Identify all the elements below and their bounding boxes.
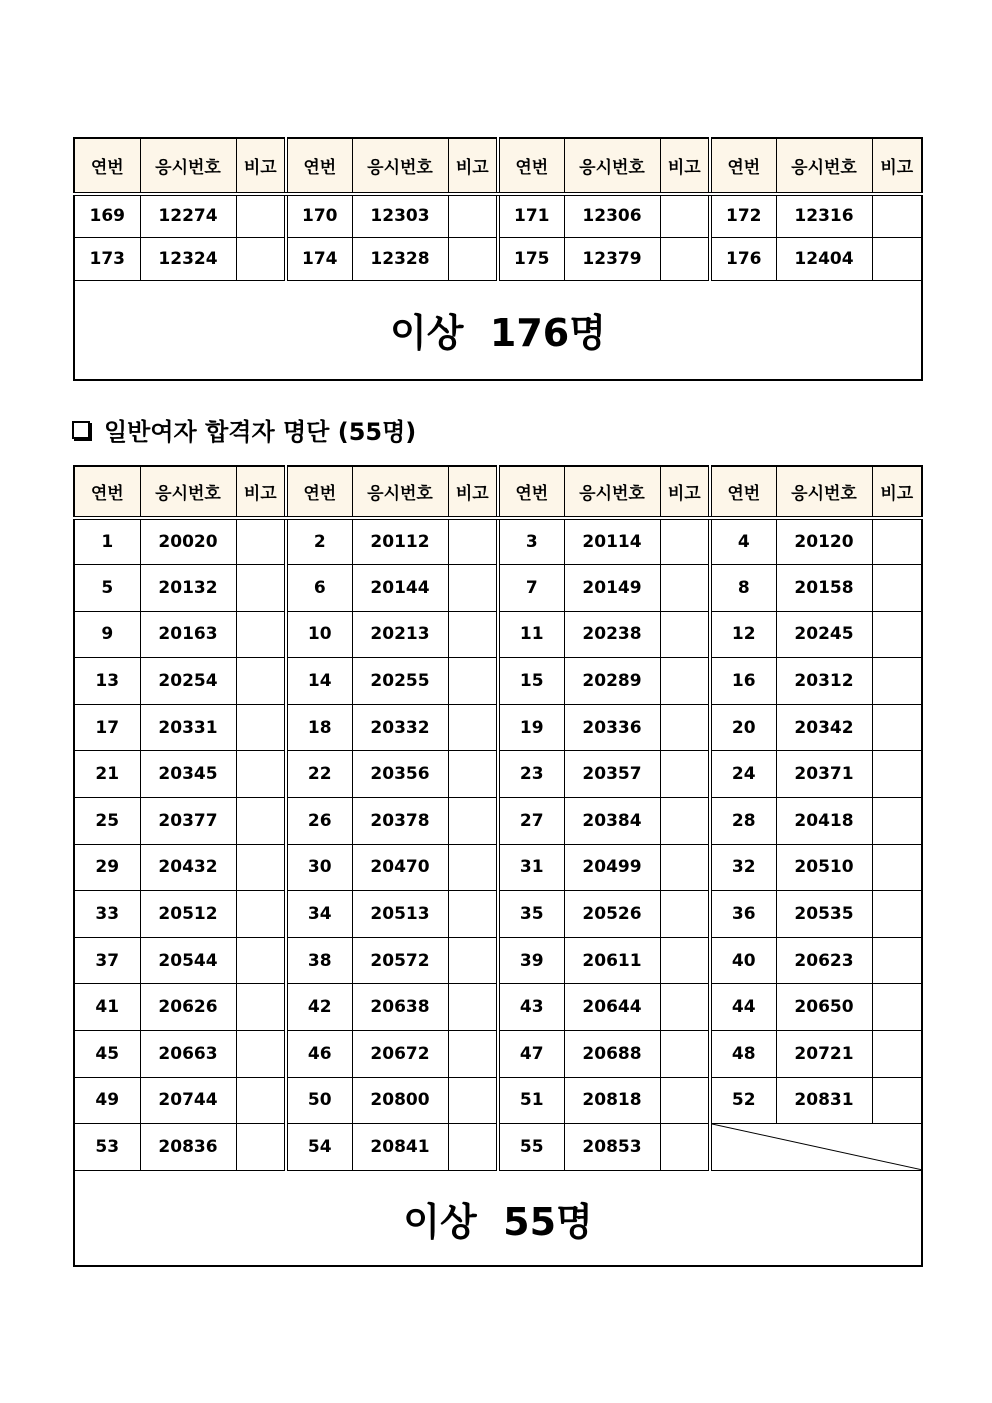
empty-cell bbox=[710, 1124, 922, 1171]
cell-exam-no: 20623 bbox=[776, 937, 872, 984]
cell-seq: 5 bbox=[74, 565, 140, 612]
col-header-seq: 연번 bbox=[498, 138, 564, 194]
cell-seq: 16 bbox=[710, 658, 776, 705]
cell-seq: 46 bbox=[286, 1031, 352, 1078]
cell-seq: 39 bbox=[498, 937, 564, 984]
cell-exam-no: 20378 bbox=[352, 798, 448, 845]
table-row bbox=[74, 565, 922, 612]
cell-note bbox=[660, 891, 710, 938]
cell-seq: 28 bbox=[710, 798, 776, 845]
col-header-note: 비고 bbox=[448, 138, 498, 194]
cell-note bbox=[660, 798, 710, 845]
cell-exam-no: 20120 bbox=[776, 518, 872, 565]
section-title-text: 일반여자 합격자 명단 (55명) bbox=[104, 418, 417, 446]
cell-exam-no: 20357 bbox=[564, 751, 660, 798]
cell-seq: 7 bbox=[498, 565, 564, 612]
cell-seq: 45 bbox=[74, 1031, 140, 1078]
cell-exam-no: 20818 bbox=[564, 1077, 660, 1124]
cell-seq: 13 bbox=[74, 658, 140, 705]
cell-seq: 32 bbox=[710, 844, 776, 891]
cell-exam-no: 20638 bbox=[352, 984, 448, 1031]
table-body bbox=[74, 194, 922, 280]
cell-seq: 44 bbox=[710, 984, 776, 1031]
cell-exam-no: 12379 bbox=[564, 237, 660, 280]
cell-exam-no: 20721 bbox=[776, 1031, 872, 1078]
cell-note bbox=[236, 194, 286, 237]
cell-note bbox=[660, 194, 710, 237]
cell-note bbox=[236, 704, 286, 751]
cell-exam-no: 20526 bbox=[564, 891, 660, 938]
cell-seq: 176 bbox=[710, 237, 776, 280]
table-row bbox=[74, 1124, 922, 1171]
cell-exam-no: 20238 bbox=[564, 611, 660, 658]
cell-exam-no: 20112 bbox=[352, 518, 448, 565]
cell-exam-no: 20513 bbox=[352, 891, 448, 938]
cell-exam-no: 20853 bbox=[564, 1124, 660, 1171]
cell-note bbox=[448, 1124, 498, 1171]
table-row bbox=[74, 1077, 922, 1124]
col-header-exam-no: 응시번호 bbox=[776, 466, 872, 518]
cell-seq: 35 bbox=[498, 891, 564, 938]
cell-exam-no: 20672 bbox=[352, 1031, 448, 1078]
cell-exam-no: 12306 bbox=[564, 194, 660, 237]
cell-exam-no: 20163 bbox=[140, 611, 236, 658]
cell-seq: 169 bbox=[74, 194, 140, 237]
cell-note bbox=[660, 565, 710, 612]
cell-note bbox=[872, 1077, 922, 1124]
cell-exam-no: 20149 bbox=[564, 565, 660, 612]
cell-seq: 55 bbox=[498, 1124, 564, 1171]
cell-note bbox=[872, 518, 922, 565]
cell-seq: 18 bbox=[286, 704, 352, 751]
cell-note bbox=[236, 844, 286, 891]
cell-seq: 171 bbox=[498, 194, 564, 237]
cell-seq: 4 bbox=[710, 518, 776, 565]
cell-seq: 36 bbox=[710, 891, 776, 938]
cell-note bbox=[448, 704, 498, 751]
cell-seq: 175 bbox=[498, 237, 564, 280]
col-header-note: 비고 bbox=[448, 466, 498, 518]
col-header-exam-no: 응시번호 bbox=[352, 138, 448, 194]
cell-seq: 50 bbox=[286, 1077, 352, 1124]
col-header-seq: 연번 bbox=[286, 466, 352, 518]
col-header-note: 비고 bbox=[236, 466, 286, 518]
cell-note bbox=[872, 1031, 922, 1078]
cell-note bbox=[872, 937, 922, 984]
cell-exam-no: 20512 bbox=[140, 891, 236, 938]
cell-exam-no: 20499 bbox=[564, 844, 660, 891]
cell-exam-no: 20312 bbox=[776, 658, 872, 705]
section-title bbox=[72, 412, 416, 447]
total-count: 이상 55명 bbox=[74, 1170, 922, 1266]
col-header-exam-no: 응시번호 bbox=[140, 466, 236, 518]
cell-note bbox=[660, 704, 710, 751]
col-header-exam-no: 응시번호 bbox=[564, 138, 660, 194]
cell-note bbox=[448, 611, 498, 658]
cell-exam-no: 20345 bbox=[140, 751, 236, 798]
cell-note bbox=[236, 891, 286, 938]
cell-exam-no: 20831 bbox=[776, 1077, 872, 1124]
table-row bbox=[74, 237, 922, 280]
cell-note bbox=[660, 844, 710, 891]
cell-exam-no: 20144 bbox=[352, 565, 448, 612]
cell-seq: 21 bbox=[74, 751, 140, 798]
cell-note bbox=[660, 611, 710, 658]
cell-seq: 6 bbox=[286, 565, 352, 612]
cell-note bbox=[448, 984, 498, 1031]
cell-exam-no: 20020 bbox=[140, 518, 236, 565]
cell-seq: 2 bbox=[286, 518, 352, 565]
cell-note bbox=[236, 237, 286, 280]
cell-exam-no: 20744 bbox=[140, 1077, 236, 1124]
cell-exam-no: 12316 bbox=[776, 194, 872, 237]
cell-note bbox=[448, 751, 498, 798]
cell-note bbox=[660, 237, 710, 280]
col-header-seq: 연번 bbox=[710, 466, 776, 518]
cell-seq: 8 bbox=[710, 565, 776, 612]
cell-note bbox=[660, 518, 710, 565]
cell-seq: 41 bbox=[74, 984, 140, 1031]
cell-exam-no: 20510 bbox=[776, 844, 872, 891]
cell-note bbox=[448, 798, 498, 845]
cell-seq: 37 bbox=[74, 937, 140, 984]
table-row bbox=[74, 194, 922, 237]
cell-exam-no: 12324 bbox=[140, 237, 236, 280]
cell-seq: 27 bbox=[498, 798, 564, 845]
col-header-seq: 연번 bbox=[74, 466, 140, 518]
cell-seq: 26 bbox=[286, 798, 352, 845]
cell-exam-no: 20841 bbox=[352, 1124, 448, 1171]
cell-seq: 172 bbox=[710, 194, 776, 237]
cell-exam-no: 20544 bbox=[140, 937, 236, 984]
cell-seq: 17 bbox=[74, 704, 140, 751]
table-row bbox=[74, 751, 922, 798]
cell-note bbox=[872, 704, 922, 751]
table-row bbox=[74, 518, 922, 565]
cell-note bbox=[236, 1124, 286, 1171]
cell-note bbox=[872, 194, 922, 237]
cell-seq: 11 bbox=[498, 611, 564, 658]
cell-note bbox=[236, 984, 286, 1031]
cell-note bbox=[660, 1031, 710, 1078]
cell-note bbox=[236, 1077, 286, 1124]
cell-note bbox=[236, 1031, 286, 1078]
cell-exam-no: 20254 bbox=[140, 658, 236, 705]
cell-seq: 51 bbox=[498, 1077, 564, 1124]
cell-note bbox=[448, 844, 498, 891]
cell-seq: 31 bbox=[498, 844, 564, 891]
table-row bbox=[74, 798, 922, 845]
cell-seq: 170 bbox=[286, 194, 352, 237]
cell-seq: 29 bbox=[74, 844, 140, 891]
table-row bbox=[74, 984, 922, 1031]
cell-note bbox=[660, 658, 710, 705]
cell-seq: 38 bbox=[286, 937, 352, 984]
cell-seq: 3 bbox=[498, 518, 564, 565]
cell-note bbox=[236, 518, 286, 565]
cell-seq: 47 bbox=[498, 1031, 564, 1078]
cell-note bbox=[236, 658, 286, 705]
cell-exam-no: 12404 bbox=[776, 237, 872, 280]
cell-note bbox=[448, 194, 498, 237]
cell-exam-no: 20432 bbox=[140, 844, 236, 891]
table-row bbox=[74, 844, 922, 891]
cell-note bbox=[448, 891, 498, 938]
cell-seq: 15 bbox=[498, 658, 564, 705]
cell-note bbox=[872, 798, 922, 845]
cell-seq: 19 bbox=[498, 704, 564, 751]
cell-seq: 33 bbox=[74, 891, 140, 938]
cell-exam-no: 20132 bbox=[140, 565, 236, 612]
cell-note bbox=[236, 611, 286, 658]
col-header-exam-no: 응시번호 bbox=[352, 466, 448, 518]
cell-exam-no: 20688 bbox=[564, 1031, 660, 1078]
cell-exam-no: 20644 bbox=[564, 984, 660, 1031]
cell-exam-no: 20336 bbox=[564, 704, 660, 751]
cell-exam-no: 20245 bbox=[776, 611, 872, 658]
cell-note bbox=[236, 798, 286, 845]
col-header-exam-no: 응시번호 bbox=[564, 466, 660, 518]
cell-note bbox=[236, 751, 286, 798]
cell-seq: 24 bbox=[710, 751, 776, 798]
cell-seq: 14 bbox=[286, 658, 352, 705]
cell-exam-no: 20611 bbox=[564, 937, 660, 984]
cell-seq: 10 bbox=[286, 611, 352, 658]
cell-note bbox=[448, 1031, 498, 1078]
cell-note bbox=[872, 751, 922, 798]
table-row bbox=[74, 658, 922, 705]
cell-seq: 12 bbox=[710, 611, 776, 658]
cell-note bbox=[660, 751, 710, 798]
cell-note bbox=[448, 565, 498, 612]
cell-note bbox=[236, 937, 286, 984]
cell-seq: 173 bbox=[74, 237, 140, 280]
cell-exam-no: 20572 bbox=[352, 937, 448, 984]
cell-seq: 23 bbox=[498, 751, 564, 798]
cell-note bbox=[872, 984, 922, 1031]
cell-note bbox=[660, 937, 710, 984]
cell-note bbox=[448, 237, 498, 280]
cell-seq: 30 bbox=[286, 844, 352, 891]
cell-note bbox=[660, 1077, 710, 1124]
col-header-note: 비고 bbox=[236, 138, 286, 194]
cell-note bbox=[872, 658, 922, 705]
cell-exam-no: 20377 bbox=[140, 798, 236, 845]
cell-exam-no: 20289 bbox=[564, 658, 660, 705]
table-row bbox=[74, 1031, 922, 1078]
cell-note bbox=[872, 237, 922, 280]
cell-seq: 22 bbox=[286, 751, 352, 798]
cell-seq: 40 bbox=[710, 937, 776, 984]
cell-note bbox=[236, 565, 286, 612]
cell-exam-no: 20418 bbox=[776, 798, 872, 845]
cell-seq: 174 bbox=[286, 237, 352, 280]
col-header-exam-no: 응시번호 bbox=[776, 138, 872, 194]
col-header-seq: 연번 bbox=[498, 466, 564, 518]
cell-exam-no: 20800 bbox=[352, 1077, 448, 1124]
cell-seq: 20 bbox=[710, 704, 776, 751]
cell-seq: 48 bbox=[710, 1031, 776, 1078]
col-header-note: 비고 bbox=[660, 466, 710, 518]
diagonal-line bbox=[712, 1124, 921, 1170]
table-row bbox=[74, 891, 922, 938]
cell-exam-no: 20213 bbox=[352, 611, 448, 658]
cell-exam-no: 20332 bbox=[352, 704, 448, 751]
cell-note bbox=[448, 518, 498, 565]
cell-exam-no: 12274 bbox=[140, 194, 236, 237]
cell-exam-no: 20663 bbox=[140, 1031, 236, 1078]
cell-note bbox=[872, 611, 922, 658]
cell-exam-no: 20342 bbox=[776, 704, 872, 751]
checkbox-icon bbox=[72, 421, 90, 439]
results-table-1 bbox=[73, 137, 923, 381]
table-header-row bbox=[74, 466, 922, 518]
cell-exam-no: 20626 bbox=[140, 984, 236, 1031]
cell-exam-no: 20158 bbox=[776, 565, 872, 612]
table-body bbox=[74, 518, 922, 1170]
col-header-note: 비고 bbox=[872, 466, 922, 518]
col-header-note: 비고 bbox=[872, 138, 922, 194]
cell-seq: 43 bbox=[498, 984, 564, 1031]
col-header-note: 비고 bbox=[660, 138, 710, 194]
cell-exam-no: 20255 bbox=[352, 658, 448, 705]
cell-exam-no: 20384 bbox=[564, 798, 660, 845]
table-header-row bbox=[74, 138, 922, 194]
cell-seq: 53 bbox=[74, 1124, 140, 1171]
cell-exam-no: 20114 bbox=[564, 518, 660, 565]
cell-note bbox=[660, 984, 710, 1031]
cell-seq: 54 bbox=[286, 1124, 352, 1171]
cell-note bbox=[448, 658, 498, 705]
table-row bbox=[74, 937, 922, 984]
cell-exam-no: 12328 bbox=[352, 237, 448, 280]
cell-seq: 25 bbox=[74, 798, 140, 845]
cell-exam-no: 20371 bbox=[776, 751, 872, 798]
col-header-seq: 연번 bbox=[710, 138, 776, 194]
cell-note bbox=[872, 891, 922, 938]
cell-exam-no: 20836 bbox=[140, 1124, 236, 1171]
cell-note bbox=[872, 844, 922, 891]
cell-exam-no: 20356 bbox=[352, 751, 448, 798]
cell-exam-no: 20650 bbox=[776, 984, 872, 1031]
cell-seq: 9 bbox=[74, 611, 140, 658]
cell-note bbox=[448, 1077, 498, 1124]
cell-exam-no: 20535 bbox=[776, 891, 872, 938]
col-header-exam-no: 응시번호 bbox=[140, 138, 236, 194]
col-header-seq: 연번 bbox=[286, 138, 352, 194]
results-table-2 bbox=[73, 465, 923, 1267]
table-row bbox=[74, 704, 922, 751]
cell-seq: 1 bbox=[74, 518, 140, 565]
cell-seq: 49 bbox=[74, 1077, 140, 1124]
total-count: 이상 176명 bbox=[74, 280, 922, 380]
table-row bbox=[74, 611, 922, 658]
col-header-seq: 연번 bbox=[74, 138, 140, 194]
cell-exam-no: 20470 bbox=[352, 844, 448, 891]
cell-seq: 52 bbox=[710, 1077, 776, 1124]
cell-note bbox=[448, 937, 498, 984]
cell-note bbox=[872, 565, 922, 612]
cell-exam-no: 12303 bbox=[352, 194, 448, 237]
cell-seq: 42 bbox=[286, 984, 352, 1031]
cell-note bbox=[660, 1124, 710, 1171]
cell-exam-no: 20331 bbox=[140, 704, 236, 751]
cell-seq: 34 bbox=[286, 891, 352, 938]
